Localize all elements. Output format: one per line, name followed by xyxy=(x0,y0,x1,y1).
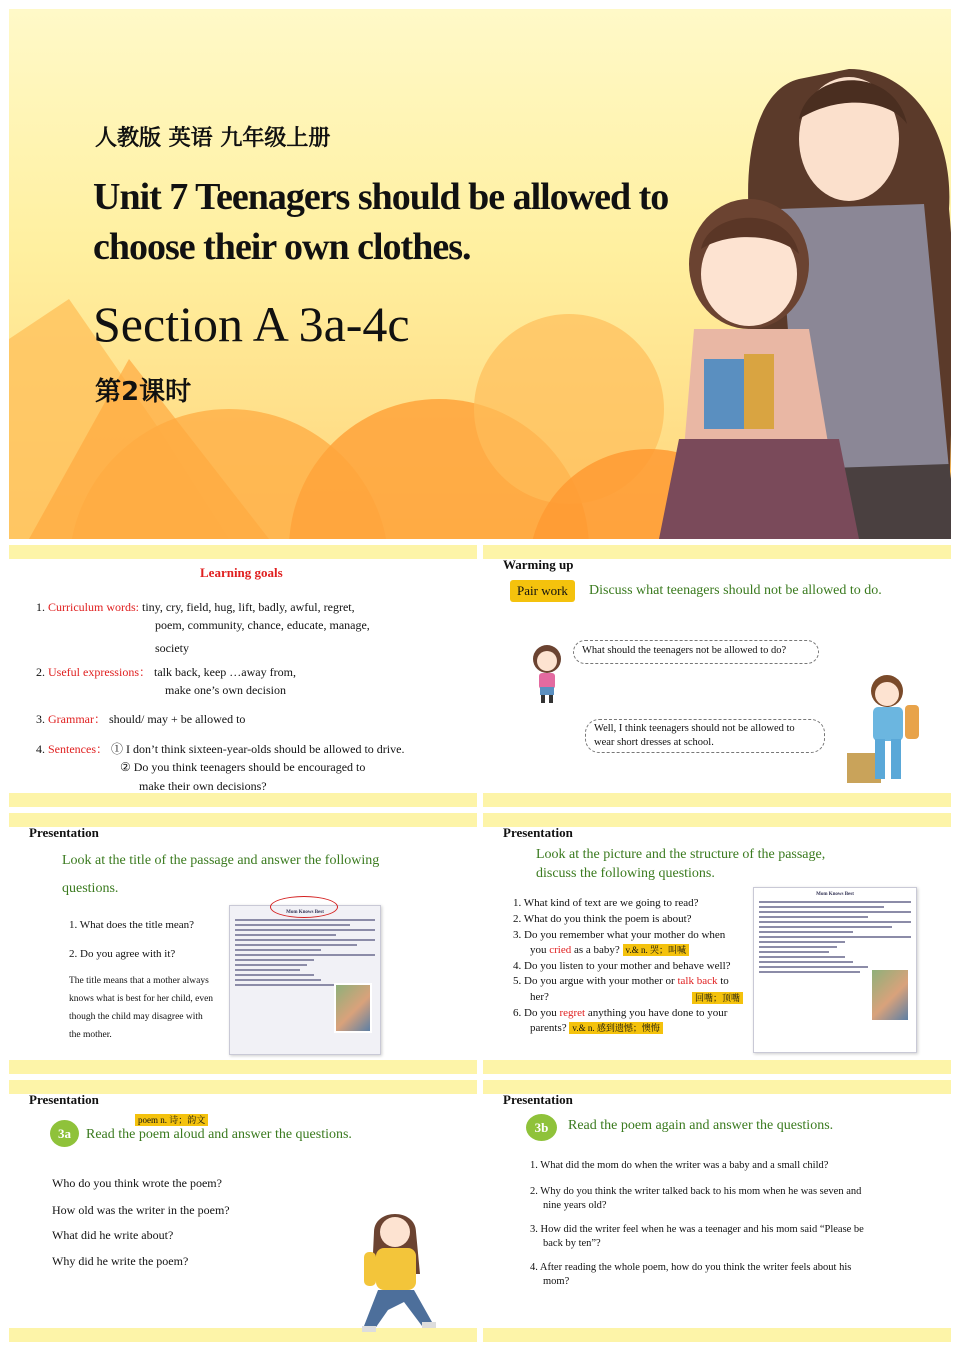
slide-header: Warming up xyxy=(503,557,574,572)
pres2-question-5: 5. Do you argue with your mother or talk back to xyxy=(513,975,729,987)
cover-unit-title-line2: choose their own clothes. xyxy=(93,226,471,268)
tag-regret: v.& n. 感到遗憾；懊悔 xyxy=(569,1022,662,1034)
pres2-instruction-line1: Look at the picture and the structure of the passage, xyxy=(536,847,826,862)
title-highlight-circle xyxy=(270,896,338,918)
slide-header: Presentation xyxy=(503,825,573,840)
pres1-answer-line4: the mother. xyxy=(69,1030,112,1040)
badge-3a: 3a xyxy=(50,1120,79,1147)
activity-3a-slide xyxy=(9,1080,477,1342)
mother-child-photo xyxy=(870,968,910,1022)
goals-item-4-line2: ② Do you think teenagers should be encouraged to xyxy=(120,760,366,774)
goals-item-1-line3: society xyxy=(155,641,189,655)
goals-item-3: 3. Grammar： should/ may + be allowed to xyxy=(36,712,246,726)
3b-question-4: 4. After reading the whole poem, how do you think the writer feels about his xyxy=(530,1262,852,1273)
speech-bubble-question: What should the teenagers not be allowed to do? xyxy=(573,640,819,664)
3a-question-4: Why did he write the poem? xyxy=(52,1254,189,1268)
3a-instruction: Read the poem aloud and answer the questions. xyxy=(86,1127,352,1142)
3b-question-3: 3. How did the writer feel when he was a teenager and his mom said “Please be xyxy=(530,1224,864,1235)
3b-question-4-line2: mom? xyxy=(543,1276,570,1287)
pres2-question-6-line2: parents? v.& n. 感到遗憾；懊悔 xyxy=(530,1022,663,1034)
cartoon-reading-girl-icon xyxy=(344,1204,444,1334)
goals-title: Learning goals xyxy=(200,565,283,580)
activity-3b-slide xyxy=(483,1080,951,1342)
cover-publisher: 人教版 英语 九年级上册 xyxy=(95,126,331,151)
pres2-question-3: 3. Do you remember what your mother do when xyxy=(513,929,726,941)
tag-cried: v.& n. 哭；叫喊 xyxy=(623,944,689,956)
pres1-answer-line2: knows what is best for her child, even xyxy=(69,994,214,1004)
poem-doc-title: Mom Knows Best xyxy=(286,910,324,915)
pres1-answer-line3: though the child may disagree with xyxy=(69,1012,203,1022)
poem-doc-title: Mom Knows Best xyxy=(816,892,854,897)
slide-header: Presentation xyxy=(29,1092,99,1107)
cover-lesson: 第2课时 xyxy=(95,377,192,407)
tag-poem: poem n. 诗；韵文 xyxy=(135,1114,208,1126)
pres2-question-5-line2: her? xyxy=(530,991,549,1003)
presentation-structure-slide xyxy=(483,813,951,1074)
3b-question-1: 1. What did the mom do when the writer was a baby and a small child? xyxy=(530,1160,829,1171)
pres1-answer-line1: The title means that a mother always xyxy=(69,976,209,986)
goals-item-4-line3: make their own decisions? xyxy=(139,779,267,793)
mother-child-photo xyxy=(334,983,372,1033)
3b-question-3-line2: back by ten”? xyxy=(543,1238,601,1249)
3a-question-3: What did he write about? xyxy=(52,1228,174,1242)
slide-header: Presentation xyxy=(503,1092,573,1107)
pres2-question-4: 4. Do you listen to your mother and behave well? xyxy=(513,960,731,972)
3a-question-1: Who do you think wrote the poem? xyxy=(52,1176,222,1190)
warming-up-slide xyxy=(483,545,951,807)
pres1-question-2: 2. Do you agree with it? xyxy=(69,948,176,960)
goals-item-1: 1. Curriculum words: tiny, cry, field, hug, lift, badly, awful, regret, xyxy=(36,600,355,614)
cover-section-title: Section A 3a-4c xyxy=(93,296,410,352)
learning-goals-slide xyxy=(9,545,477,807)
goals-item-4: 4. Sentences： ① I don’t think sixteen-year-olds should be allowed to drive. xyxy=(36,742,405,756)
cover-unit-title-line1: Unit 7 Teenagers should be allowed to xyxy=(93,176,669,218)
pres2-question-2: 2. What do you think the poem is about? xyxy=(513,913,692,925)
tag-talk-back: 回嘴；顶嘴 xyxy=(692,992,743,1004)
3b-question-2: 2. Why do you think the writer talked back to his mom when he was seven and xyxy=(530,1186,862,1197)
goals-item-2: 2. Useful expressions： talk back, keep …away from, xyxy=(36,665,296,679)
pres1-question-1: 1. What does the title mean? xyxy=(69,919,195,931)
presentation-title-slide xyxy=(9,813,477,1074)
cover-illustration-girls xyxy=(649,9,951,539)
pres1-instruction-line2: questions. xyxy=(62,881,119,896)
cartoon-boy-icon xyxy=(847,669,927,787)
pair-work-badge: Pair work xyxy=(510,580,575,602)
pres2-question-6: 6. Do you regret anything you have done to your xyxy=(513,1007,728,1019)
pres2-question-1: 1. What kind of text are we going to read? xyxy=(513,897,699,909)
3b-question-2-line2: nine years old? xyxy=(543,1200,607,1211)
speech-bubble-answer: Well, I think teenagers should not be allowed to wear short dresses at school. xyxy=(585,719,825,753)
cartoon-girl-icon xyxy=(527,641,567,703)
warmup-instruction: Discuss what teenagers should not be allowed to do. xyxy=(589,583,882,598)
cover-slide xyxy=(9,9,951,539)
badge-3b: 3b xyxy=(526,1114,557,1141)
3b-instruction: Read the poem again and answer the questions. xyxy=(568,1118,834,1133)
goals-item-1-line2: poem, community, chance, educate, manage, xyxy=(155,618,370,632)
goals-item-2-line2: make one’s own decision xyxy=(165,683,286,697)
slide-header: Presentation xyxy=(29,825,99,840)
pres2-question-3-line2: you cried as a baby? v.& n. 哭；叫喊 xyxy=(530,944,689,956)
pres2-instruction-line2: discuss the following questions. xyxy=(536,866,715,881)
pres1-instruction-line1: Look at the title of the passage and answer the following xyxy=(62,853,380,868)
3a-question-2: How old was the writer in the poem? xyxy=(52,1203,230,1217)
